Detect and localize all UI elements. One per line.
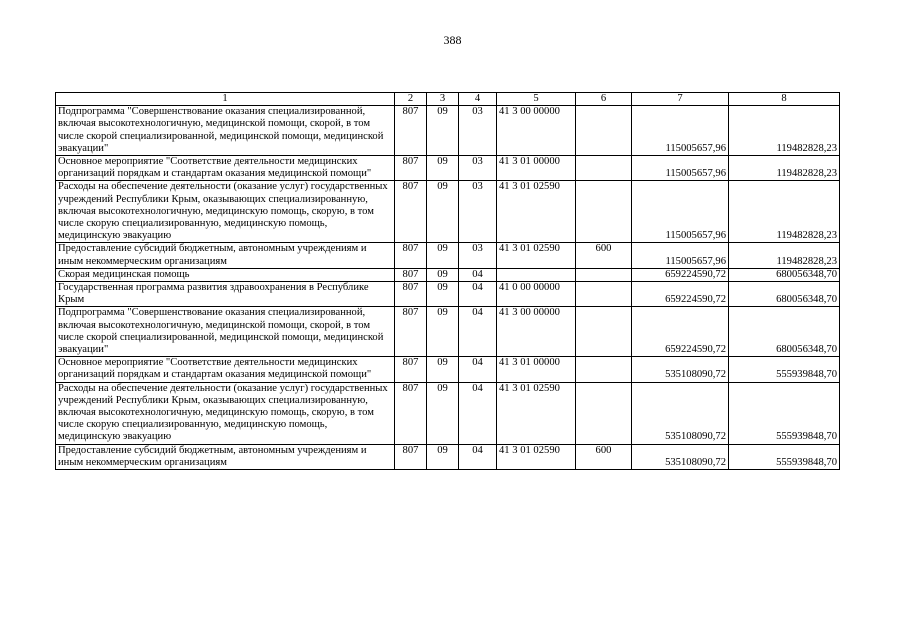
column-header: 5 — [497, 93, 576, 106]
expense-type-code — [576, 357, 632, 382]
section-code: 09 — [427, 307, 459, 357]
ministry-code: 807 — [395, 243, 427, 268]
table-row — [56, 307, 840, 357]
column-header: 2 — [395, 93, 427, 106]
section-code: 09 — [427, 357, 459, 382]
target-article-code: 41 3 01 00000 — [497, 357, 576, 382]
expense-type-code — [576, 181, 632, 243]
target-article-code: 41 0 00 00000 — [497, 282, 576, 307]
target-article-code: 41 3 01 02590 — [497, 181, 576, 243]
section-code: 09 — [427, 282, 459, 307]
subsection-code: 03 — [459, 106, 497, 156]
subsection-code: 04 — [459, 282, 497, 307]
ministry-code: 807 — [395, 444, 427, 469]
target-article-code: 41 3 01 00000 — [497, 156, 576, 181]
target-article-code — [497, 268, 576, 281]
row-name: Расходы на обеспечение деятельности (оказание услуг) государственных учреждений Республики Крым, оказывающих специализированную, включая высокотехнологичную, медицинскую помощь, скорую, в том числе скорую специализированную, медицинскую помощь, медицинскую эвакуацию — [56, 382, 395, 444]
budget-table — [55, 92, 840, 470]
column-header: 6 — [576, 93, 632, 106]
amount-year-2: 555939848,70 — [729, 382, 840, 444]
target-article-code: 41 3 01 02590 — [497, 444, 576, 469]
table-row — [56, 444, 840, 469]
amount-year-1: 659224590,72 — [632, 307, 729, 357]
amount-year-1: 115005657,96 — [632, 243, 729, 268]
expense-type-code — [576, 106, 632, 156]
amount-year-1: 115005657,96 — [632, 156, 729, 181]
ministry-code: 807 — [395, 282, 427, 307]
ministry-code: 807 — [395, 106, 427, 156]
subsection-code: 03 — [459, 156, 497, 181]
amount-year-1: 535108090,72 — [632, 444, 729, 469]
row-name: Расходы на обеспечение деятельности (оказание услуг) государственных учреждений Республики Крым, оказывающих специализированную, включая высокотехнологичную, медицинскую помощь, скорую, в том числе скорую специализированную, медицинскую помощь, медицинскую эвакуацию — [56, 181, 395, 243]
table-row — [56, 357, 840, 382]
page-number: 388 — [443, 33, 462, 47]
expense-type-code — [576, 307, 632, 357]
amount-year-1: 535108090,72 — [632, 357, 729, 382]
ministry-code: 807 — [395, 181, 427, 243]
amount-year-2: 680056348,70 — [729, 307, 840, 357]
amount-year-2: 119482828,23 — [729, 181, 840, 243]
expense-type-code: 600 — [576, 444, 632, 469]
column-header: 8 — [729, 93, 840, 106]
section-code: 09 — [427, 268, 459, 281]
subsection-code: 04 — [459, 357, 497, 382]
expense-type-code — [576, 268, 632, 281]
subsection-code: 04 — [459, 268, 497, 281]
amount-year-2: 555939848,70 — [729, 357, 840, 382]
amount-year-1: 659224590,72 — [632, 268, 729, 281]
section-code: 09 — [427, 382, 459, 444]
row-name: Основное мероприятие "Соответствие деятельности медицинских организаций порядкам и стандартам оказания медицинской помощи" — [56, 156, 395, 181]
row-name: Подпрограмма "Совершенствование оказания специализированной, включая высокотехнологичную, медицинской помощи, скорой, в том числе скорой специализированной, медицинской помощи, медицинской эвакуации" — [56, 307, 395, 357]
column-header: 7 — [632, 93, 729, 106]
row-name: Предоставление субсидий бюджетным, автономным учреждениям и иным некоммерческим организациям — [56, 243, 395, 268]
column-header: 1 — [56, 93, 395, 106]
table-row — [56, 243, 840, 268]
target-article-code: 41 3 01 02590 — [497, 243, 576, 268]
table-row — [56, 106, 840, 156]
amount-year-1: 535108090,72 — [632, 382, 729, 444]
table-row — [56, 181, 840, 243]
ministry-code: 807 — [395, 268, 427, 281]
section-code: 09 — [427, 444, 459, 469]
section-code: 09 — [427, 181, 459, 243]
expense-type-code: 600 — [576, 243, 632, 268]
table-row — [56, 156, 840, 181]
row-name: Государственная программа развития здравоохранения в Республике Крым — [56, 282, 395, 307]
subsection-code: 04 — [459, 444, 497, 469]
expense-type-code — [576, 282, 632, 307]
amount-year-2: 119482828,23 — [729, 156, 840, 181]
subsection-code: 04 — [459, 307, 497, 357]
amount-year-2: 680056348,70 — [729, 282, 840, 307]
expense-type-code — [576, 156, 632, 181]
table-header-row — [56, 93, 840, 106]
ministry-code: 807 — [395, 307, 427, 357]
table-row — [56, 282, 840, 307]
subsection-code: 03 — [459, 181, 497, 243]
ministry-code: 807 — [395, 357, 427, 382]
table-row — [56, 382, 840, 444]
column-header: 4 — [459, 93, 497, 106]
section-code: 09 — [427, 106, 459, 156]
expense-type-code — [576, 382, 632, 444]
table-row — [56, 268, 840, 281]
row-name: Скорая медицинская помощь — [56, 268, 395, 281]
amount-year-2: 119482828,23 — [729, 106, 840, 156]
target-article-code: 41 3 00 00000 — [497, 307, 576, 357]
amount-year-2: 680056348,70 — [729, 268, 840, 281]
section-code: 09 — [427, 156, 459, 181]
amount-year-1: 115005657,96 — [632, 106, 729, 156]
row-name: Подпрограмма "Совершенствование оказания специализированной, включая высокотехнологичную, медицинской помощи, скорой, в том числе скорой специализированной, медицинской помощи, медицинской эвакуации" — [56, 106, 395, 156]
subsection-code: 03 — [459, 243, 497, 268]
subsection-code: 04 — [459, 382, 497, 444]
section-code: 09 — [427, 243, 459, 268]
row-name: Основное мероприятие "Соответствие деятельности медицинских организаций порядкам и стандартам оказания медицинской помощи" — [56, 357, 395, 382]
target-article-code: 41 3 01 02590 — [497, 382, 576, 444]
amount-year-2: 555939848,70 — [729, 444, 840, 469]
amount-year-2: 119482828,23 — [729, 243, 840, 268]
amount-year-1: 115005657,96 — [632, 181, 729, 243]
amount-year-1: 659224590,72 — [632, 282, 729, 307]
ministry-code: 807 — [395, 382, 427, 444]
ministry-code: 807 — [395, 156, 427, 181]
target-article-code: 41 3 00 00000 — [497, 106, 576, 156]
column-header: 3 — [427, 93, 459, 106]
row-name: Предоставление субсидий бюджетным, автономным учреждениям и иным некоммерческим организациям — [56, 444, 395, 469]
